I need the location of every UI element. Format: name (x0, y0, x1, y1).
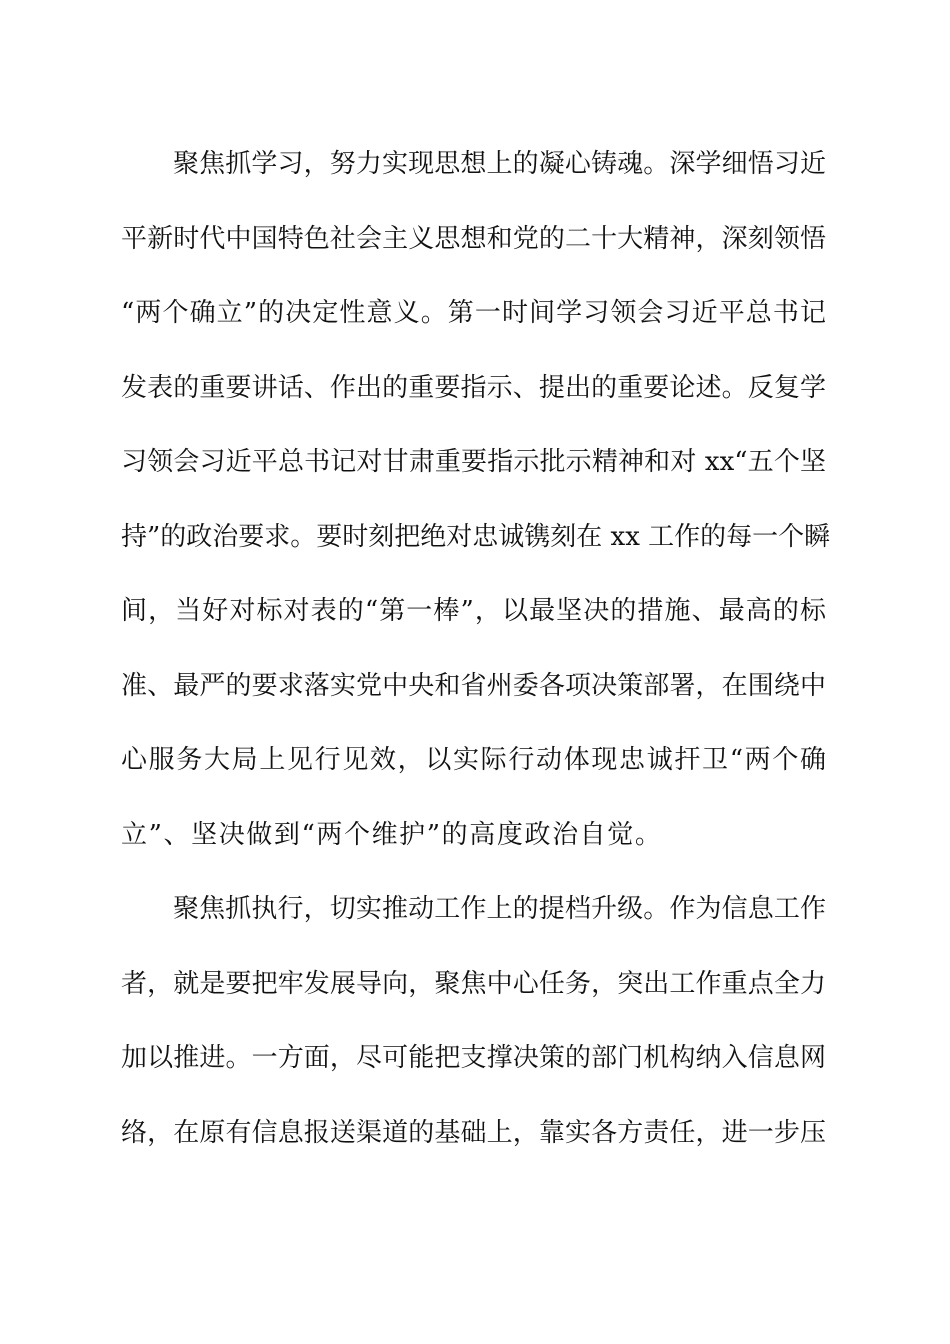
document-body (121, 140, 831, 1183)
paragraph-line: 立”、坚决做到“两个维护”的高度政治自觉。 (121, 819, 663, 850)
paragraph-execution (121, 885, 826, 1183)
paragraph-line: 间，当好对标对表的“第一棒”，以最坚决的措施、最高的标 (121, 596, 826, 626)
paragraph-line: 心服务大局上见行见效，以实际行动体现忠诚扞卫“两个确 (121, 745, 826, 775)
paragraph-line: 聚焦抓学习，努力实现思想上的凝心铸魂。深学细悟习近 (173, 149, 826, 179)
paragraph-line: 习领会习近平总书记对甘肃重要指示批示精神和对 xx“五个坚 (121, 447, 826, 477)
paragraph-line: “两个确立”的决定性意义。第一时间学习领会习近平总书记 (121, 298, 826, 328)
paragraph-line: 加以推进。一方面，尽可能把支撑决策的部门机构纳入信息网 (121, 1043, 826, 1073)
paragraph-line: 者，就是要把牢发展导向，聚焦中心任务，突出工作重点全力 (121, 968, 826, 999)
paragraph-line: 络，在原有信息报送渠道的基础上，靠实各方责任，进一步压 (121, 1117, 826, 1148)
paragraph-line: 发表的重要讲话、作出的重要指示、提出的重要论述。反复学 (121, 372, 826, 403)
paragraph-line: 持”的政治要求。要时刻把绝对忠诚镌刻在 xx 工作的每一个瞬 (121, 521, 831, 552)
paragraph-line: 聚焦抓执行，切实推动工作上的提档升级。作为信息工作 (173, 894, 826, 924)
paragraph-line: 准、最严的要求落实党中央和省州委各项决策部署，在围绕中 (121, 670, 826, 701)
paragraph-study (121, 140, 831, 885)
paragraph-line: 平新时代中国特色社会主义思想和党的二十大精神，深刻领悟 (121, 223, 826, 254)
